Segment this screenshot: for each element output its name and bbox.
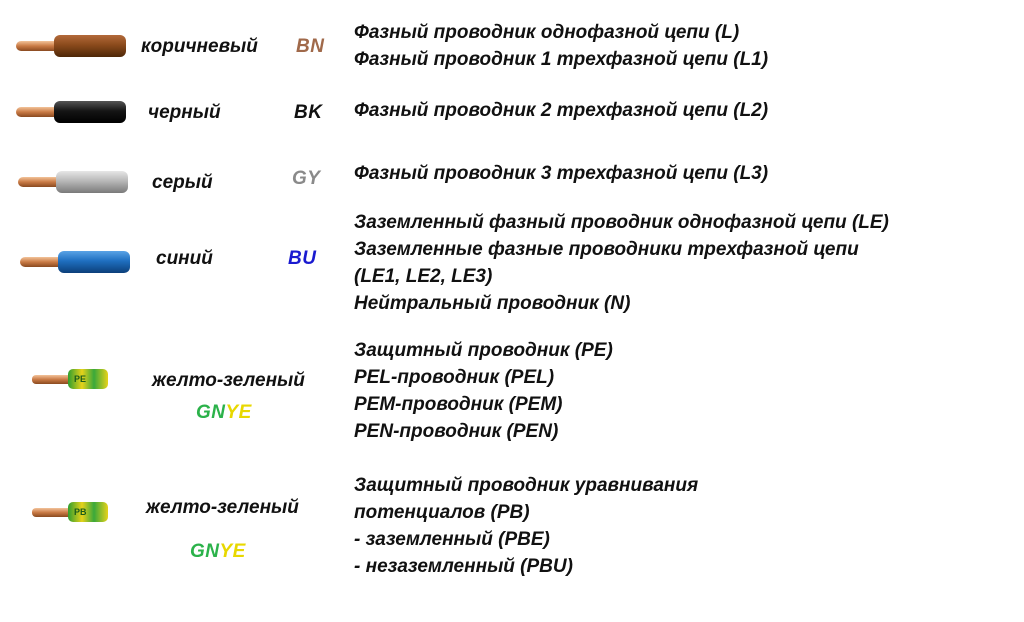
wire-label-pb: PB (74, 507, 87, 517)
color-code-gnye (196, 402, 252, 424)
color-code-gn: GN (190, 541, 220, 562)
description-line: Фазный проводник 1 трехфазной цепи (L1) (354, 49, 769, 70)
color-code-bu: BU (288, 248, 317, 269)
description-yellow-green-pb (354, 472, 698, 580)
description-line: Нейтральный проводник (N) (354, 293, 631, 314)
color-name-yellow-green: желто-зеленый (146, 497, 299, 518)
color-name-brown: коричневый (141, 36, 258, 57)
description-blue (354, 209, 889, 317)
description-line: Защитный проводник (PE) (354, 340, 613, 361)
description-line: (LE1, LE2, LE3) (354, 266, 493, 287)
black-wire-icon (14, 100, 128, 124)
description-line: - незаземленный (PBU) (354, 556, 573, 577)
description-brown (354, 19, 768, 73)
yellow-green-pb-wire-icon (30, 500, 110, 524)
color-name-grey: серый (152, 172, 213, 193)
grey-wire-icon (16, 170, 130, 194)
description-line: - заземленный (PBE) (354, 529, 550, 550)
description-yellow-green-pe (354, 337, 613, 445)
description-line: Заземленные фазные проводники трехфазной цепи (354, 239, 859, 260)
color-name-black: черный (148, 102, 221, 123)
color-name-blue: синий (156, 248, 213, 269)
description-line: Фазный проводник однофазной цепи (L) (354, 22, 740, 43)
description-line: Фазный проводник 2 трехфазной цепи (L2) (354, 100, 769, 121)
description-line: PEN-проводник (PEN) (354, 421, 559, 442)
description-line: PEM-проводник (PEM) (354, 394, 563, 415)
description-grey (354, 160, 768, 187)
yellow-green-pe-wire-icon (30, 367, 110, 391)
color-code-gnye (190, 541, 246, 563)
color-code-bn: BN (296, 36, 325, 57)
description-line: Защитный проводник уравнивания (354, 475, 699, 496)
description-line: Фазный проводник 3 трехфазной цепи (L3) (354, 163, 769, 184)
color-code-gy: GY (292, 168, 321, 189)
description-line: PEL-проводник (PEL) (354, 367, 555, 388)
color-code-bk: BK (294, 102, 323, 123)
blue-wire-icon (18, 250, 132, 274)
description-line: потенциалов (PB) (354, 502, 530, 523)
brown-wire-icon (14, 34, 128, 58)
color-code-gn: GN (196, 402, 226, 423)
color-name-yellow-green: желто-зеленый (152, 370, 305, 391)
description-line: Заземленный фазный проводник однофазной цепи (LE) (354, 212, 889, 233)
wire-label-pe: PE (74, 374, 87, 384)
description-black (354, 97, 768, 124)
color-code-ye: YE (225, 402, 252, 423)
color-code-ye: YE (219, 541, 246, 562)
